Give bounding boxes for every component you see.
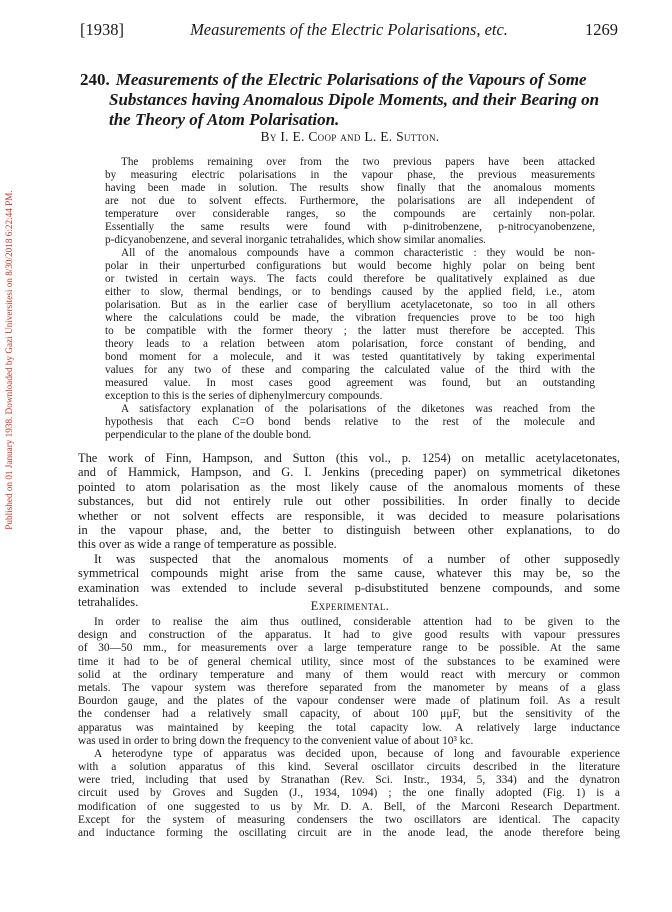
body-line: Bourdon gauge, and the plates of the vapour condenser were made of platinum foil. As a result bbox=[78, 695, 620, 708]
abstract-line: polarisation. But as in the earlier case of beryllium acetylacetonate, so too in all others bbox=[105, 299, 595, 311]
authors-text: By I. E. Coop and L. E. Sutton. bbox=[260, 129, 440, 144]
body-line: tetrahalides. bbox=[78, 594, 139, 609]
abstract-line: All of the anomalous compounds have a common characteristic : they would be non- bbox=[121, 247, 595, 259]
abstract-line: by measuring electric polarisations in the vapour phase, the previous measurements bbox=[105, 169, 595, 181]
body-line: were tried, including that used by Stranathan (Rev. Sci. Instr., 1934, 5, 334) and the dynatron bbox=[78, 774, 620, 787]
body-line: symmetrical compounds might arise from the same cause, whatever this may be, so the bbox=[78, 566, 620, 581]
body-line: whether or not solvent effects are responsible, it was decided to measure polarisations bbox=[78, 508, 620, 523]
download-watermark-text: Published on 01 January 1938. Downloaded by Gazi Universitesi on 8/30/2018 6:22:44 PM. bbox=[4, 190, 14, 530]
body-line: solid at the ordinary temperature and many of them would react with mercury or common bbox=[78, 668, 620, 681]
body-line: pointed to atom polarisation as the most likely cause of the anomalous moments of these bbox=[78, 479, 620, 494]
article-number: 240. bbox=[80, 70, 110, 89]
body-line: design and construction of the apparatus. It had to give good results with vapour pressures bbox=[78, 629, 620, 642]
body-line: with a solution apparatus of this kind. Several oscillator circuits described in the literature bbox=[78, 761, 620, 774]
title-line-3: the Theory of Atom Polarisation. bbox=[109, 110, 340, 129]
abstract-line: The problems remaining over from the two previous papers have been attacked bbox=[121, 156, 595, 168]
body-line: apparatus was maintained by keeping the total capacity low. A relatively large inductance bbox=[78, 721, 620, 734]
body-line: of 30—50 mm., for measurements over a large temperature range to be possible. At the same bbox=[78, 642, 620, 655]
abstract-line: exception to this is the series of diphenylmercury compounds. bbox=[105, 390, 383, 402]
body-line: was used in order to bring down the frequency to the convenient value of about 10³ kc. bbox=[78, 734, 474, 747]
abstract-line: hypothesis that each C=O bond bends relative to the rest of the molecule and bbox=[105, 416, 595, 428]
body-line: modification of one suggested to us by Mr. D. A. Bell, of the Marconi Research Department. bbox=[78, 800, 620, 813]
body-line: time it had to be of general chemical utility, since most of the substances to be examined were bbox=[78, 655, 620, 668]
abstract-line: or twisted in certain ways. The facts could therefore be qualitatively explained as due bbox=[105, 273, 595, 285]
article-title bbox=[80, 70, 620, 130]
body-line: and of Hammick, Hampson, and G. I. Jenkins (preceding paper) on symmetrical diketones bbox=[78, 465, 620, 480]
abstract-line: polar in their unperturbed configurations but would become highly polar on being bent bbox=[105, 260, 595, 272]
abstract-line: temperature over considerable ranges, so the compounds are certainly non-polar. bbox=[105, 208, 595, 220]
header-page-number: 1269 bbox=[585, 20, 618, 39]
body-line: examination was extended to include several p-disubstituted benzene compounds, and some bbox=[78, 580, 620, 595]
body-line: the condenser had a relatively small capacity, of about 100 μμF, but the sensitivity of the bbox=[78, 708, 620, 721]
abstract-line: are not due to solvent effects. Furthermore, the polarisations are all independent of bbox=[105, 195, 595, 207]
body-line: Except for the system of measuring condensers the two oscillators are identical. The capacity bbox=[78, 813, 620, 826]
abstract bbox=[105, 156, 595, 442]
abstract-line: values for any two of these and comparing the calculated value of the third with the bbox=[105, 364, 595, 376]
body-line: The work of Finn, Hampson, and Sutton (this vol., p. 1254) on metallic acetylacetonates, bbox=[78, 451, 620, 465]
abstract-line: A satisfactory explanation of the polarisations of the diketones was reached from the bbox=[121, 403, 595, 415]
experimental-text bbox=[78, 616, 620, 840]
body-line: and inductance forming the oscillating circuit are in the anode lead, the anode therefore being bbox=[78, 827, 620, 839]
body-line: in the vapour phase, and, the better to distinguish between other explanations, to do bbox=[78, 522, 620, 537]
abstract-line: either to slow, thermal bendings, or to bendings caused by the applied field, i.e., atom bbox=[105, 286, 595, 298]
section-heading-text: Experimental. bbox=[310, 599, 390, 613]
abstract-line: p-dicyanobenzene, and several inorganic tetrahalides, which show similar anomalies. bbox=[105, 234, 486, 246]
abstract-line: where the calculations could be made, the vibration frequencies prove to be too high bbox=[105, 312, 595, 324]
title-line-2: Substances having Anomalous Dipole Moments, and their Bearing on bbox=[109, 90, 600, 109]
abstract-line: having been made in solution. The results show finally that the anomalous moments bbox=[105, 182, 595, 194]
download-watermark bbox=[2, 150, 16, 570]
body-line: A heterodyne type of apparatus was decided upon, because of long and favourable experience bbox=[94, 747, 620, 760]
introduction-text bbox=[78, 451, 620, 609]
body-line: In order to realise the aim thus outlined, considerable attention had to be given to the bbox=[94, 616, 620, 628]
header-year: [1938] bbox=[80, 20, 124, 39]
title-line-1-text: Measurements of the Electric Polarisations of the Vapours of Some bbox=[115, 70, 587, 89]
body-line: It was suspected that the anomalous moments of a number of other supposedly bbox=[94, 551, 620, 566]
body-line: this over as wide a range of temperature as possible. bbox=[78, 537, 337, 552]
body-line: metals. The vapour system was therefore separated from the manometer by means of a glass bbox=[78, 681, 620, 694]
abstract-line: Essentially the same results were found with p-dinitrobenzene, p-nitrocyanobenzene, bbox=[105, 221, 595, 233]
body-line: substances, but did not entirely rule out other possibilities. In order finally to decide bbox=[78, 494, 620, 509]
abstract-line: measured value. In most cases good agreement was found, but an outstanding bbox=[105, 377, 595, 389]
running-header bbox=[80, 20, 618, 44]
authors-byline bbox=[80, 129, 620, 145]
abstract-line: theory leads to a relation between atom polarisation, force constant of bending, and bbox=[105, 338, 595, 350]
abstract-line: bond moment for a molecule, and it was tested quantitatively by taking experimental bbox=[105, 351, 595, 363]
abstract-line: perpendicular to the plane of the double bond. bbox=[105, 429, 312, 441]
section-heading bbox=[80, 599, 620, 614]
title-line-1 bbox=[80, 70, 620, 90]
abstract-line: to be compatible with the former theory ; the latter must therefore be accepted. This bbox=[105, 325, 595, 337]
body-line: circuit used by Groves and Sugden (J., 1934, 1094) ; the one finally adopted (Fig. 1) is a bbox=[78, 787, 620, 800]
header-running-title: Measurements of the Electric Polarisations, etc. bbox=[190, 20, 508, 39]
